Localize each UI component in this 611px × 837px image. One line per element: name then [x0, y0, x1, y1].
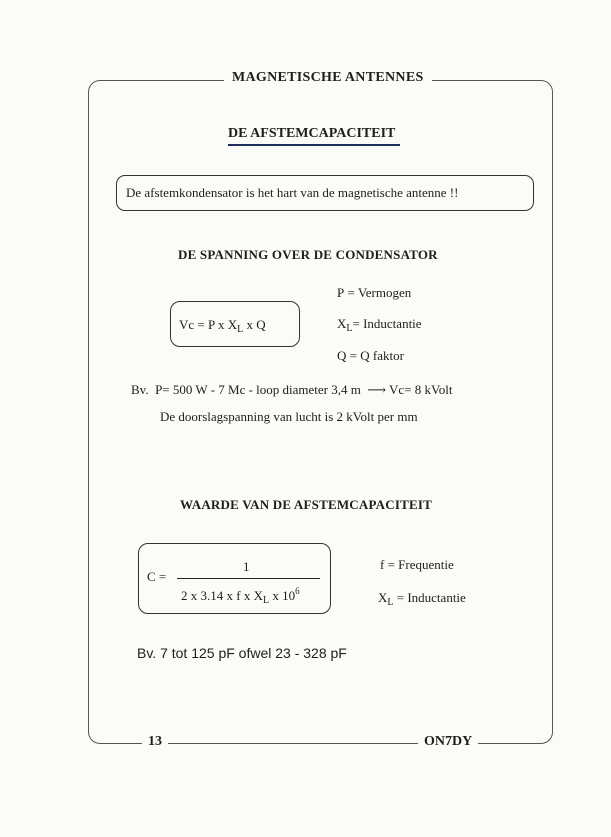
breakdown-note: De doorslagspanning van lucht is 2 kVolt per mm: [160, 409, 418, 424]
arrow-icon: ⟶: [367, 382, 387, 397]
page-title: DE AFSTEMCAPACITEIT: [228, 126, 396, 141]
c-formula-lhs: C =: [147, 569, 167, 584]
title-underline: [228, 144, 400, 146]
author-callsign: ON7DY: [418, 734, 478, 750]
callout-text: De afstemkondensator is het hart van de magnetische antenne !!: [126, 185, 459, 200]
legend-q: Q = Q faktor: [337, 348, 404, 363]
legend-p: P = Vermogen: [337, 285, 412, 300]
legend-f: f = Frequentie: [380, 557, 454, 572]
page-number: 13: [142, 734, 168, 750]
capacitance-example: Bv. 7 tot 125 pF ofwel 23 - 328 pF: [137, 645, 347, 661]
section1-heading: DE SPANNING OVER DE CONDENSATOR: [178, 247, 438, 262]
section2-heading: WAARDE VAN DE AFSTEMCAPACITEIT: [180, 497, 432, 512]
fraction-bar: [177, 578, 320, 579]
c-formula-box: [138, 543, 331, 614]
vc-formula-box: [170, 301, 300, 347]
callout-box: [116, 175, 534, 211]
legend-xl-2: $X_L$ = Inductantie: [378, 590, 466, 608]
c-formula-denominator: 2 x 3.14 x f x $X_L$ x $10^6$: [181, 586, 300, 606]
legend-xl: $X_L=$ Inductantie: [337, 316, 422, 334]
c-formula-numerator: 1: [243, 559, 250, 574]
vc-formula: Vc = P x $X_L$ x Q: [179, 317, 266, 335]
header-title: MAGNETISCHE ANTENNES: [224, 70, 432, 86]
example-line: Bv. P= 500 W - 7 Mc - loop diameter 3,4 m ⟶ Vc= 8 kVolt: [131, 382, 453, 397]
